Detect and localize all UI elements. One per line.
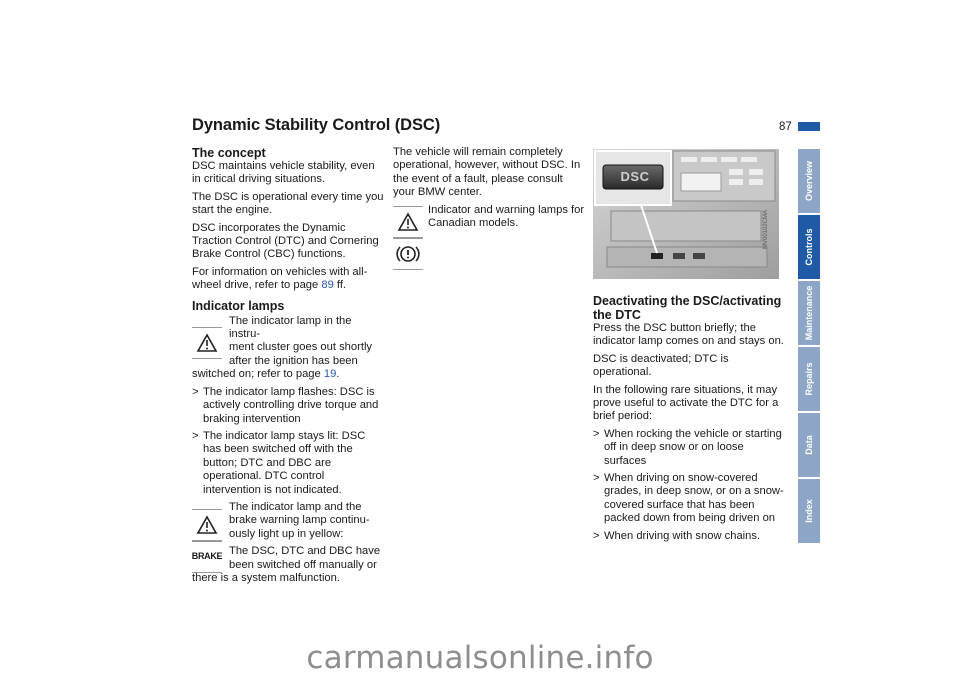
bullet-marker: > [593,529,600,542]
tab-label: Index [804,499,814,523]
bullet-marker: > [593,427,600,440]
canadian-warning-icon [393,238,423,270]
ind-p2-c: ously light up in yellow: [229,527,344,540]
col3-paragraph-3: In the following rare situations, it may prove useful to activate the DTC for a brief period: [593,383,779,423]
ind-p1-a: The indicator lamp in the instru- [229,314,352,341]
dsc-warning-icon [192,509,222,541]
tab-controls[interactable] [798,215,820,279]
tab-repairs[interactable] [798,347,820,411]
ind-p1-b: ment cluster goes out shortly [229,341,373,354]
page-title: Dynamic Stability Control (DSC) [192,116,441,134]
footer-watermark: carmanualsonline.info [306,640,654,676]
bullet-marker: > [192,429,199,442]
col2-p2-a: Indicator and warning lamps for [428,203,585,216]
ind-p3-c: there is a system malfunction. [192,571,340,584]
bullet-text: When driving with snow chains. [604,529,761,542]
tab-label: Maintenance [804,285,814,341]
tab-data[interactable] [798,413,820,477]
brake-icon-text: BRAKE [191,551,223,562]
ind-p1-c: after the ignition has been [229,354,358,367]
page-number-bar [798,122,820,131]
column-3 [593,294,788,547]
concept-p4-text: For information on vehicles with all-wheel drive, refer to page [192,265,368,292]
concept-paragraph-2: The DSC is operational every time you start the engine. [192,190,384,217]
ind-p1-d [192,368,384,381]
ind-p1-d-text: switched on; refer to page [192,368,324,381]
indicator-note-2 [192,501,384,585]
concept-paragraph-1: DSC maintains vehicle stability, even in critical driving situations. [192,160,375,186]
ind-p2-b: brake warning lamp continu- [229,514,370,527]
tab-overview[interactable] [798,149,820,213]
ind-p1-d-suffix: . [336,368,340,381]
canadian-note [393,204,585,231]
concept-heading: The concept [192,146,266,160]
page-link-89[interactable]: 89 [321,279,334,292]
dtc-bullet-3 [593,530,788,543]
concept-p4-suffix: ff. [333,279,347,292]
concept-paragraph-4 [192,266,384,293]
dsc-button-label: DSC [620,169,650,184]
dtc-bullet-2 [593,472,788,526]
dsc-warning-icon [192,327,222,359]
col3-paragraph-2: DSC is deactivated; DTC is operational. [593,352,729,379]
deactivating-heading: Deactivating the DSC/activating the DTC [593,294,782,322]
dsc-warning-icon [393,206,423,238]
page-link-19[interactable]: 19 [323,368,337,381]
tab-label: Controls [804,228,814,266]
indicator-bullet-1 [192,386,384,426]
bullet-text: The indicator lamp stays lit: DSC has been switched off with the button; DTC and DBC are operational. DTC control intervention is not indicated. [203,429,366,496]
col3-paragraph-1: Press the DSC button briefly; the indicator lamp comes on and stays on. [593,322,784,348]
dtc-bullet-1 [593,428,788,468]
indicator-note-1 [192,315,384,382]
col2-p2-b: Canadian models. [428,217,519,230]
bullet-text: The indicator lamp flashes: DSC is actively controlling drive torque and braking intervention [203,385,379,425]
concept-paragraph-3: DSC incorporates the Dynamic Traction Control (DTC) and Cornering Brake Control (CBC) functions. [192,221,379,261]
brake-warning-icon [192,541,222,573]
column-2 [393,146,585,230]
tab-maintenance[interactable] [798,281,820,345]
indicator-bullet-2 [192,430,384,497]
photo-code: MV00102CMA [763,209,769,249]
section-tabs [798,149,820,545]
tab-label: Overview [804,160,814,202]
bullet-text: When driving on snow-covered grades, in deep snow, or on a snow-covered surface that has been packed down from being driven on [604,472,784,525]
bullet-marker: > [593,472,600,485]
page-number: 87 [779,121,792,133]
column-1 [192,146,384,585]
bullet-text: When rocking the vehicle or starting off in deep snow or on loose surfaces [604,427,782,467]
tab-index[interactable] [798,479,820,543]
ind-p3-a: The DSC, DTC and DBC have [229,545,381,558]
col2-paragraph-1: The vehicle will remain completely operational, however, without DSC. In the event of a fault, please consult your BMW center. [393,146,581,199]
indicator-heading: Indicator lamps [192,298,285,313]
dsc-button-photo [593,149,779,279]
bullet-marker: > [192,385,199,398]
tab-label: Repairs [804,362,814,396]
tab-label: Data [804,435,814,455]
ind-p2-a: The indicator lamp and the [229,500,362,513]
ind-p3-b: been switched off manually or [229,558,377,571]
